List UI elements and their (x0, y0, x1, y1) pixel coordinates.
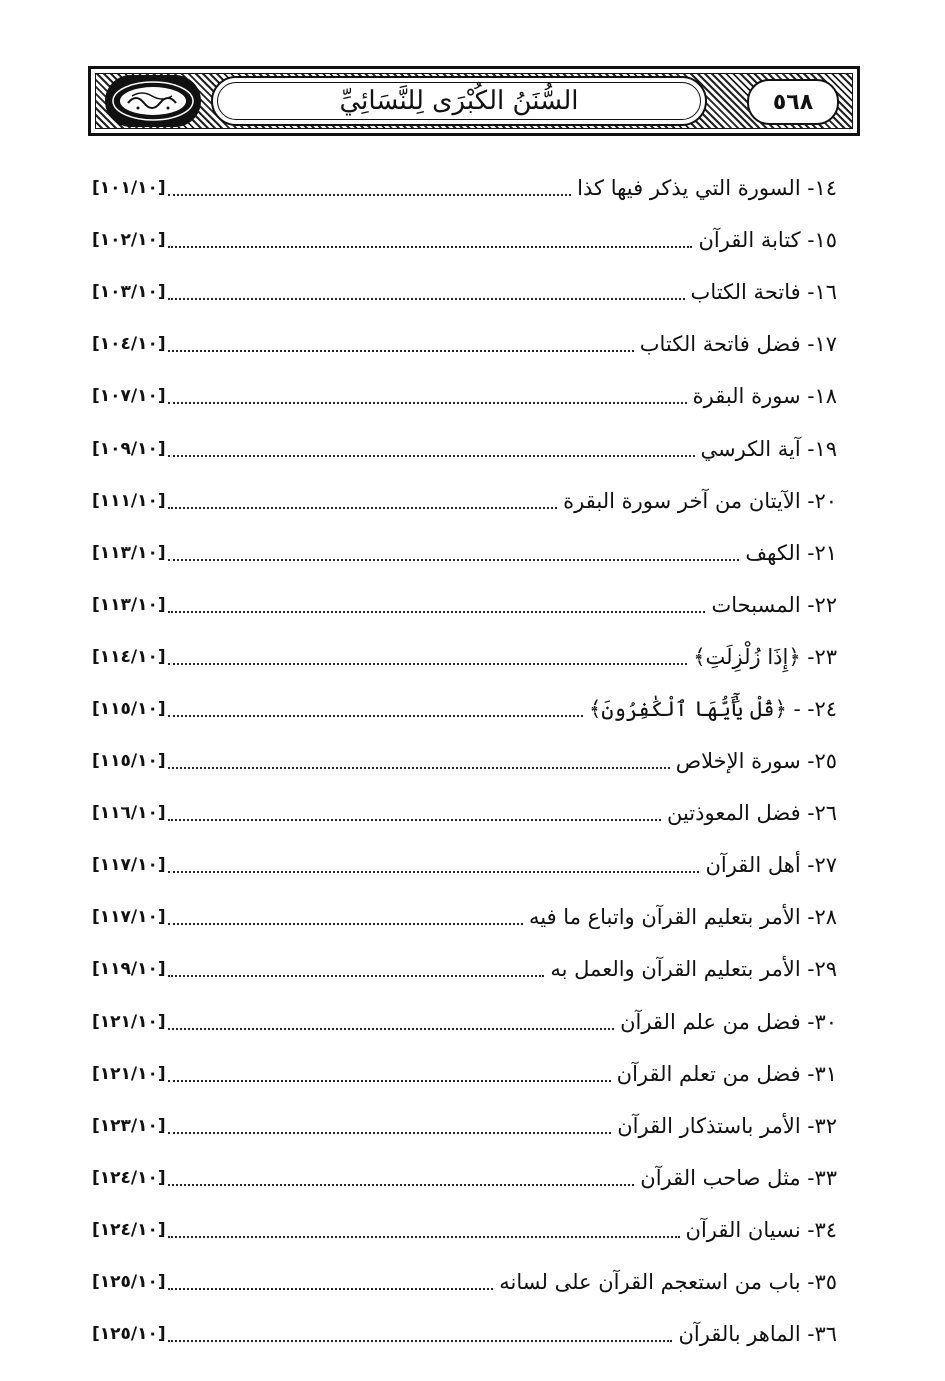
toc-entry-title: ٣٥- باب من استعجم القرآن على لسانه (499, 1270, 837, 1295)
toc-entry-ref: [١٢٤/١٠] (92, 1167, 166, 1188)
toc-entry-title: ٢٢- المسبحات (711, 592, 837, 617)
page-number: ٥٦٨ (772, 89, 814, 115)
dot-leader (168, 246, 693, 248)
dot-leader (168, 1028, 614, 1030)
dot-leader (168, 402, 687, 404)
toc-entry-title: ١٨- سورة البقرة (692, 384, 837, 409)
dot-leader (168, 1132, 612, 1134)
dot-leader (168, 923, 523, 925)
toc-entry-ref: [١١٧/١٠] (92, 855, 166, 876)
toc-entry-title: ١٧- فضل فاتحة الكتاب (639, 332, 837, 357)
dot-leader (168, 298, 685, 300)
calligraphy-emblem-icon (110, 79, 196, 123)
toc-entry-title: ١٩- آية الكرسي (700, 436, 837, 461)
toc-entry-title: ٢٨- الأمر بتعليم القرآن واتباع ما فيه (528, 905, 837, 930)
toc-row (92, 318, 837, 370)
dot-leader (168, 507, 557, 509)
toc-row (92, 787, 837, 839)
toc-entry-title: ٣٤- نسيان القرآن (685, 1217, 837, 1242)
toc-entry-title: ٢٧- أهل القرآن (705, 853, 837, 878)
dot-leader (168, 1340, 673, 1342)
toc-entry-title: ٢٠- الآيتان من آخر سورة البقرة (563, 488, 837, 513)
toc-entry-ref: [١٢٥/١٠] (92, 1324, 166, 1345)
dot-leader (168, 767, 670, 769)
toc-entry-ref: [١٠٧/١٠] (92, 386, 166, 407)
toc-entry-title: ٢١- الكهف (745, 540, 837, 565)
toc-entry-title: ١٦- فاتحة الكتاب (690, 280, 837, 305)
dot-leader (168, 1236, 680, 1238)
toc-entry-title: ٣٢- الأمر باستذكار القرآن (617, 1113, 837, 1138)
table-of-contents (92, 162, 837, 1360)
toc-row (92, 370, 837, 422)
toc-entry-ref: [١١٣/١٠] (92, 542, 166, 563)
toc-entry-title: ٢٥- سورة الإخلاص (675, 749, 837, 774)
toc-row (92, 1256, 837, 1308)
toc-entry-ref: [١٢٣/١٠] (92, 1115, 166, 1136)
toc-row (92, 839, 837, 891)
toc-row (92, 1308, 837, 1360)
toc-entry-title: ٢٩- الأمر بتعليم القرآن والعمل به (550, 957, 837, 982)
dot-leader (168, 871, 700, 873)
dot-leader (168, 455, 695, 457)
dot-leader (168, 715, 583, 717)
toc-row (92, 527, 837, 579)
page-number-badge (747, 79, 839, 125)
toc-entry-title: ٣٠- فضل من علم القرآن (620, 1009, 837, 1034)
toc-entry-title: ٣٣- مثل صاحب القرآن (640, 1165, 837, 1190)
toc-row (92, 1152, 837, 1204)
toc-entry-ref: [١١٤/١٠] (92, 646, 166, 667)
toc-entry-ref: [١٢٤/١٠] (92, 1219, 166, 1240)
toc-entry-ref: [١٢١/١٠] (92, 1063, 166, 1084)
toc-entry-ref: [١٠١/١٠] (92, 178, 166, 199)
toc-row (92, 422, 837, 474)
toc-entry-ref: [١١٩/١٠] (92, 959, 166, 980)
toc-row (92, 162, 837, 214)
dot-leader (168, 1080, 611, 1082)
toc-row (92, 1048, 837, 1100)
toc-entry-title: ٢٤- - ﴿قُلْ يَٰٓأَيُّهَا ٱلْكَٰفِرُونَ﴾ (588, 696, 837, 721)
toc-entry-title: ٣٦- الماهر بالقرآن (678, 1322, 837, 1347)
toc-entry-ref: [١١٥/١٠] (92, 698, 166, 719)
toc-entry-ref: [١٠٩/١٠] (92, 438, 166, 459)
toc-row (92, 1204, 837, 1256)
toc-entry-ref: [١٢١/١٠] (92, 1011, 166, 1032)
toc-entry-ref: [١١٦/١٠] (92, 803, 166, 824)
toc-row (92, 475, 837, 527)
toc-entry-ref: [١١٣/١٠] (92, 594, 166, 615)
toc-entry-title: ١٥- كتابة القرآن (698, 228, 837, 253)
toc-row (92, 943, 837, 995)
toc-row (92, 683, 837, 735)
dot-leader (168, 350, 634, 352)
toc-row (92, 266, 837, 318)
toc-row (92, 214, 837, 266)
dot-leader (168, 975, 545, 977)
toc-row (92, 891, 837, 943)
toc-row (92, 579, 837, 631)
toc-entry-ref: [١١٧/١٠] (92, 907, 166, 928)
toc-row (92, 1100, 837, 1152)
toc-row (92, 735, 837, 787)
dot-leader (168, 663, 688, 665)
dot-leader (168, 559, 740, 561)
header-title-panel (211, 76, 707, 126)
dot-leader (168, 1288, 494, 1290)
toc-row (92, 631, 837, 683)
dot-leader (168, 611, 706, 613)
toc-row (92, 996, 837, 1048)
toc-entry-ref: [١٢٥/١٠] (92, 1272, 166, 1293)
toc-entry-title: ٢٣- ﴿إِذَا زُلْزِلَتِ﴾ (693, 644, 837, 669)
toc-entry-title: ٣١- فضل من تعلم القرآن (616, 1061, 837, 1086)
dot-leader (168, 194, 572, 196)
toc-entry-ref: [١١١/١٠] (92, 490, 166, 511)
toc-entry-ref: [١١٥/١٠] (92, 751, 166, 772)
toc-entry-ref: [١٠٣/١٠] (92, 282, 166, 303)
page-header (88, 66, 860, 136)
toc-entry-title: ٢٦- فضل المعوذتين (666, 801, 837, 826)
dot-leader (168, 1184, 635, 1186)
toc-entry-ref: [١٠٤/١٠] (92, 334, 166, 355)
toc-entry-ref: [١٠٢/١٠] (92, 230, 166, 251)
dot-leader (168, 819, 661, 821)
toc-entry-title: ١٤- السورة التي يذكر فيها كذا (577, 176, 837, 201)
book-emblem-logo (105, 75, 201, 127)
running-title: السُّنَنُ الكُبْرَى لِلنَّسَائِيِّ (339, 86, 579, 116)
